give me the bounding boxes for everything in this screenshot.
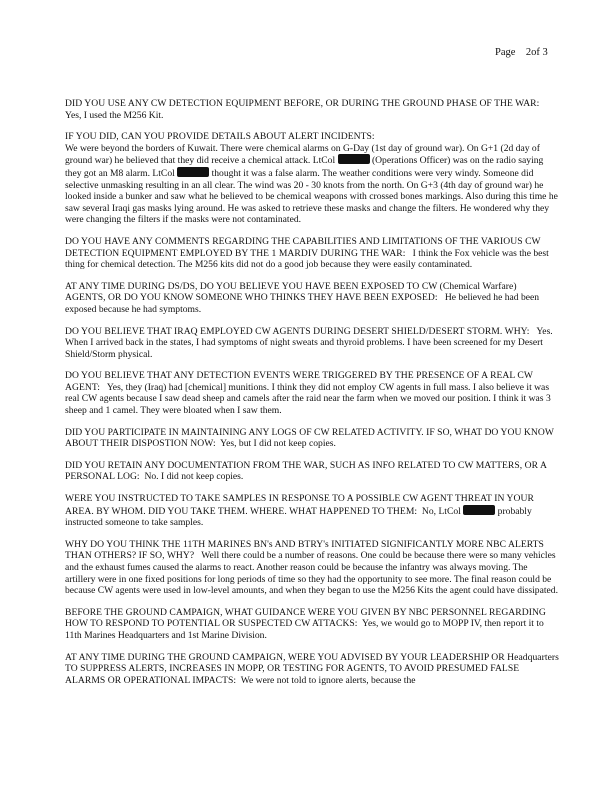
question: DID YOU RETAIN ANY DOCUMENTATION FROM THE WAR, SUCH AS INFO RELATED TO CW MATTERS, OR A PERSONAL LOG: bbox=[65, 459, 547, 483]
redaction-box bbox=[463, 505, 495, 515]
answer: He believed he had been exposed because he had symptoms. bbox=[65, 292, 540, 315]
answer: We were not told to ignore alerts, because the bbox=[240, 674, 416, 686]
question: DO YOU HAVE ANY COMMENTS REGARDING THE CAPABILITIES AND LIMITATIONS OF THE VARIOUS CW DETECTION EQUIPMENT EMPLOYED BY THE 1 MARDIV DURING THE WAR: bbox=[65, 235, 541, 259]
answer: Yes, but I did not keep copies. bbox=[220, 438, 336, 450]
question: DID YOU USE ANY CW DETECTION EQUIPMENT BEFORE, OR DURING THE GROUND PHASE OF THE WAR: bbox=[65, 98, 540, 109]
answer: probably instructed someone to take samples. bbox=[65, 505, 532, 529]
question: DO YOU BELIEVE THAT IRAQ EMPLOYED CW AGENTS DURING DESERT SHIELD/DESERT STORM. WHY: bbox=[65, 325, 530, 337]
answer: No. I did not keep copies. bbox=[144, 471, 244, 483]
qa-block bbox=[65, 652, 559, 687]
qa-block bbox=[65, 427, 559, 450]
page-number bbox=[495, 47, 548, 58]
answer: Yes, they (Iraq) had [chemical] munitions. I think they did not employ CW agents in full mass. I also believe it was real CW agents because I saw dead sheep and camels after the raid near the farm when we moved our position. I think it was 3 sheep and 1 camel. They were bloated when I saw them. bbox=[65, 381, 551, 417]
page-count: 2of 3 bbox=[525, 47, 548, 58]
qa-block bbox=[65, 493, 559, 529]
redaction-box bbox=[338, 154, 370, 164]
question: BEFORE THE GROUND CAMPAIGN, WHAT GUIDANCE WERE YOU GIVEN BY NBC PERSONNEL REGARDING HOW TO RESPOND TO POTENTIAL OR SUSPECTED CW ATTACKS: bbox=[65, 606, 546, 630]
answer: No, LtCol bbox=[421, 505, 461, 517]
qa-block bbox=[65, 131, 559, 226]
qa-block bbox=[65, 98, 559, 121]
qa-block bbox=[65, 326, 559, 361]
answer: Well there could be a number of reasons. One could be because there were so many vehicles and the exhaust fumes caused the alarms to react. Another reason could be because the infantry was always moving. The artillery were in one fixed positions for long periods of time so they had the opportunity to see more. The final reason could be because CW agents were used in low-level amounts, and when they began to use the M256 Kits the agent could have dissipated. bbox=[65, 550, 558, 597]
answer: I think the Fox vehicle was the best thing for chemical detection. The M256 kits did not do a good job because they were easily contaminated. bbox=[65, 247, 549, 271]
answer: Yes, I used the M256 Kit. bbox=[65, 109, 164, 121]
qa-block bbox=[65, 281, 559, 316]
question: WHY DO YOU THINK THE 11TH MARINES BN's AND BTRY's INITIATED SIGNIFICANTLY MORE NBC ALERTS THAN OTHERS? IF SO, WHY? bbox=[65, 538, 544, 562]
page-label: Page bbox=[495, 47, 516, 58]
qa-block bbox=[65, 539, 559, 597]
qa-block bbox=[65, 607, 559, 642]
redaction-box bbox=[177, 167, 209, 177]
qa-block bbox=[65, 460, 559, 483]
interview-body bbox=[65, 98, 559, 696]
question: WERE YOU INSTRUCTED TO TAKE SAMPLES IN RESPONSE TO A POSSIBLE CW AGENT THREAT IN YOUR AREA. BY WHOM. DID YOU TAKE THEM. WHERE. WHAT HAPPENED TO THEM: bbox=[65, 493, 534, 517]
answer: (Operations Officer) was on the radio saying they got an M8 alarm. LtCol bbox=[65, 155, 544, 179]
qa-block bbox=[65, 236, 559, 271]
question: AT ANY TIME DURING DS/DS, DO YOU BELIEVE YOU HAVE BEEN EXPOSED TO CW (Chemical Warfare) AGENTS, OR DO YOU KNOW SOMEONE WHO THINKS THEY HAVE BEEN EXPOSED: bbox=[65, 280, 517, 304]
question: AT ANY TIME DURING THE GROUND CAMPAIGN, WERE YOU ADVISED BY YOUR LEADERSHIP OR Headquarters TO SUPPRESS ALERTS, INCREASES IN MOPP, OR TESTING FOR AGENTS, TO AVOID PRESUMED FALSE ALARMS OR OPERATIONAL IMPACTS: bbox=[65, 651, 559, 686]
answer: thought it was a false alarm. The weather conditions were very windy. Someone did selective unmasking resulting in an all clear. The wind was 20 - 30 knots from the north. On G+3 (4th day of ground war) he looked inside a bunker and saw what he believed to be chemical weapons with crossed bones markings. Also during this time he saw several Iraqi gas masks lying around. He was asked to retrieve these masks and change the filters. He wondered why they were changing the filters if the masks were not contaminated. bbox=[65, 167, 558, 226]
question: IF YOU DID, CAN YOU PROVIDE DETAILS ABOUT ALERT INCIDENTS: bbox=[65, 131, 375, 143]
answer: We were beyond the borders of Kuwait. There were chemical alarms on G-Day (1st day of ground war). On G+1 (2d day of ground war) he believed that they did receive a chemical attack. LtCol bbox=[65, 142, 540, 167]
question: DO YOU BELIEVE THAT ANY DETECTION EVENTS WERE TRIGGERED BY THE PRESENCE OF A REAL CW AGENT: bbox=[65, 370, 533, 393]
answer: Yes, we would go to MOPP IV, then report it to 11th Marines Headquarters and 1st Marine Division. bbox=[65, 618, 544, 641]
answer: Yes. When I arrived back in the states, I had symptoms of night sweats and thyroid problems. I have been screened for my Desert Shield/Storm physical. bbox=[65, 325, 553, 360]
question: DID YOU PARTICIPATE IN MAINTAINING ANY LOGS OF CW RELATED ACTIVITY. IF SO, WHAT DO YOU KNOW ABOUT THEIR DISPOSTION NOW: bbox=[65, 426, 554, 450]
qa-block bbox=[65, 370, 559, 416]
